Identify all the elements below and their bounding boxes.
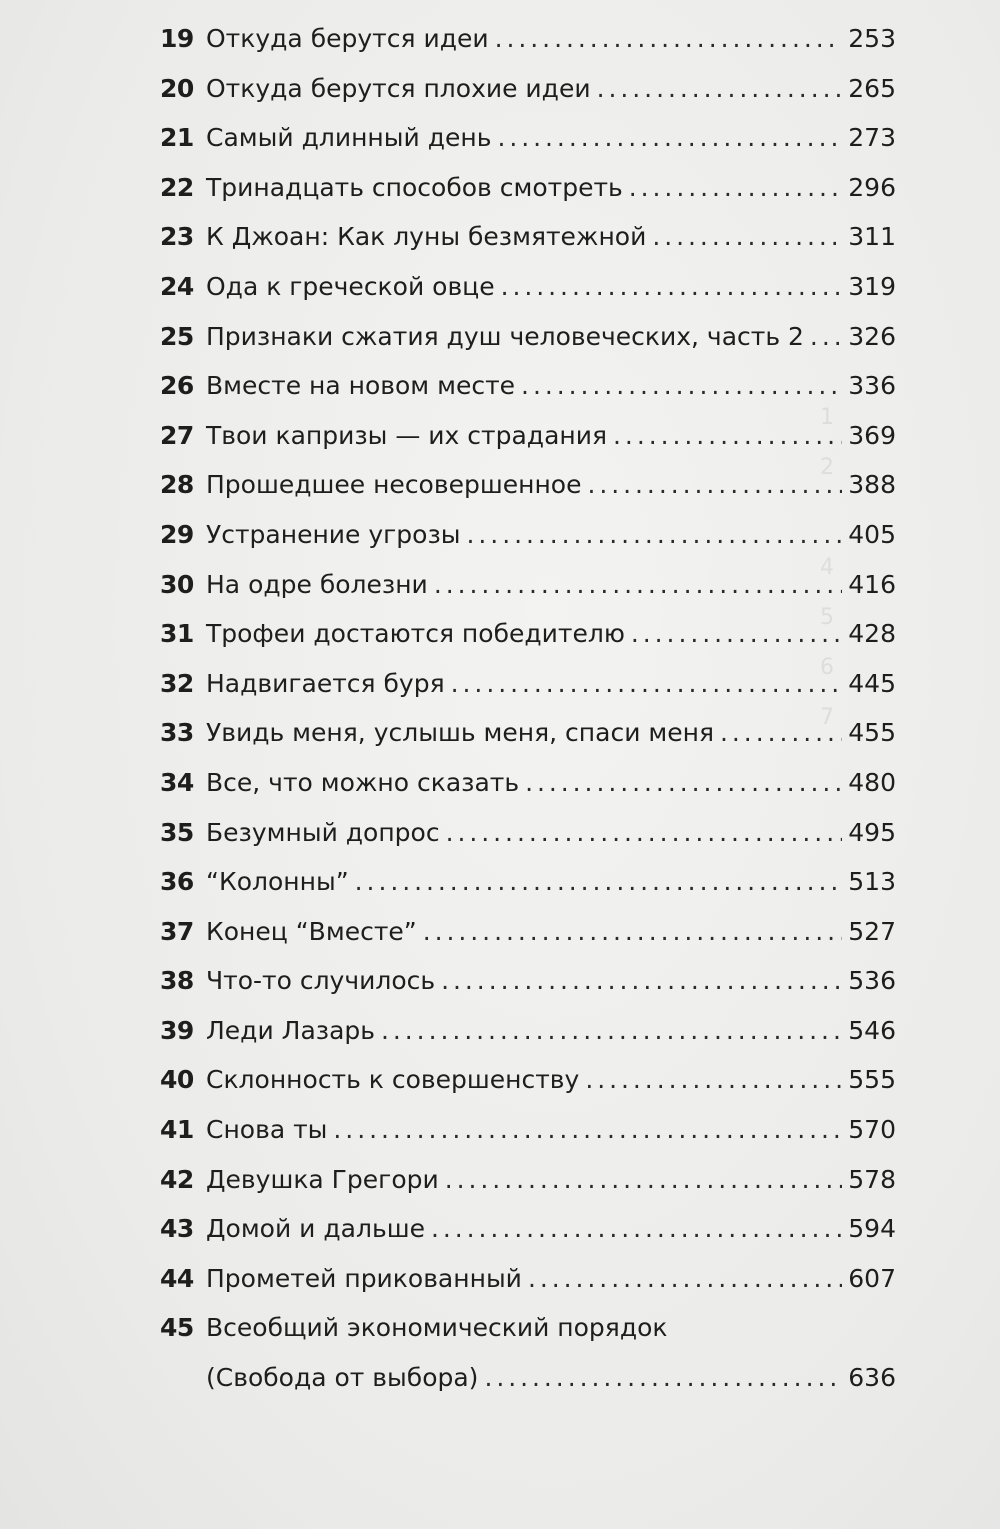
- toc-entry-last-continuation: [160, 1353, 896, 1403]
- chapter-title: Устранение угрозы: [206, 519, 461, 549]
- dot-leader: [431, 1204, 842, 1254]
- toc-entry: [160, 262, 896, 312]
- chapter-number: 22: [160, 172, 194, 202]
- page-number: 546: [848, 1015, 896, 1045]
- chapter-number: 32: [160, 668, 194, 698]
- chapter-title: Откуда берутся идеи: [206, 24, 489, 53]
- dot-leader: [587, 460, 842, 510]
- chapter-title: Склонность к совершенству: [206, 1065, 580, 1095]
- dot-leader: [585, 1055, 842, 1105]
- toc-entry: [160, 1105, 896, 1155]
- dot-leader: [446, 808, 843, 858]
- toc-entry: [160, 1006, 896, 1056]
- dot-leader: [652, 212, 842, 262]
- chapter-number: 23: [160, 222, 194, 252]
- chapter-number: 29: [160, 519, 194, 549]
- page-number: 319: [848, 271, 896, 301]
- chapter-title: На одре болезни: [206, 569, 428, 599]
- chapter-title: Леди Лазарь: [206, 1015, 375, 1045]
- page-number: 296: [848, 172, 896, 202]
- page-number: 578: [848, 1164, 896, 1194]
- toc-entry: [160, 659, 896, 709]
- chapter-number: 35: [160, 817, 194, 847]
- chapter-number: 28: [160, 470, 194, 500]
- chapter-title: Ода к греческой овце: [206, 271, 495, 301]
- page-number: 253: [848, 24, 896, 53]
- chapter-number: 25: [160, 321, 194, 351]
- chapter-title: Девушка Грегори: [206, 1164, 439, 1194]
- chapter-number: 44: [160, 1263, 194, 1293]
- dot-leader: [467, 510, 843, 560]
- chapter-title-line1: Всеобщий экономический порядок: [206, 1313, 668, 1343]
- toc-entry: [160, 510, 896, 560]
- toc-entry: [160, 560, 896, 610]
- page-number: 445: [848, 668, 896, 698]
- toc-entry-last: [160, 1303, 896, 1353]
- page-number: 273: [848, 123, 896, 153]
- toc-entry: [160, 907, 896, 957]
- chapter-number: 38: [160, 966, 194, 996]
- page-number: 570: [848, 1115, 896, 1145]
- chapter-number: 33: [160, 718, 194, 748]
- chapter-number: 43: [160, 1214, 194, 1244]
- dot-leader: [613, 411, 842, 461]
- chapter-number: 39: [160, 1015, 194, 1045]
- toc-entry: [160, 758, 896, 808]
- toc-entry: [160, 808, 896, 858]
- toc-entry: [160, 1055, 896, 1105]
- chapter-number: 24: [160, 271, 194, 301]
- chapter-title: Снова ты: [206, 1115, 328, 1145]
- bleed-through-text: 6: [820, 655, 834, 680]
- chapter-title: Конец “Вместе”: [206, 916, 417, 946]
- dot-leader: [810, 312, 842, 362]
- toc-entry: [160, 64, 896, 114]
- page-number: 416: [848, 569, 896, 599]
- chapter-title: Увидь меня, услышь меня, спаси меня: [206, 718, 715, 748]
- page-number: 428: [848, 619, 896, 649]
- toc-entry: [160, 1155, 896, 1205]
- bleed-through-text: 7: [820, 705, 834, 730]
- chapter-title: Все, что можно сказать: [206, 767, 520, 797]
- page-number: 536: [848, 966, 896, 996]
- page-number: 636: [848, 1363, 896, 1393]
- page-number: 336: [848, 371, 896, 401]
- chapter-title: Домой и дальше: [206, 1214, 425, 1244]
- bleed-through-text: 2: [820, 455, 834, 480]
- dot-leader: [525, 758, 842, 808]
- bleed-through-text: 4: [820, 555, 834, 580]
- page-number: 265: [848, 73, 896, 103]
- dot-leader: [441, 956, 842, 1006]
- toc-entry: [160, 708, 896, 758]
- chapter-title: Признаки сжатия душ человеческих, часть 2: [206, 321, 804, 351]
- page-number: 311: [848, 222, 896, 252]
- chapter-number: 42: [160, 1164, 194, 1194]
- toc-entry: [160, 14, 896, 64]
- dot-leader: [333, 1105, 842, 1155]
- chapter-title: Самый длинный день: [206, 123, 492, 153]
- dot-leader: [381, 1006, 842, 1056]
- toc-entry: [160, 361, 896, 411]
- chapter-title: Надвигается буря: [206, 668, 445, 698]
- dot-leader: [521, 361, 842, 411]
- chapter-title: Прошедшее несовершенное: [206, 470, 582, 500]
- chapter-title: “Колонны”: [206, 867, 349, 897]
- chapter-number: 37: [160, 916, 194, 946]
- chapter-title: Трофеи достаются победителю: [206, 619, 625, 649]
- chapter-number: 20: [160, 73, 194, 103]
- chapter-number: 30: [160, 569, 194, 599]
- chapter-number: 45: [160, 1313, 194, 1343]
- chapter-title: К Джоан: Как луны безмятежной: [206, 222, 647, 252]
- toc-entry: [160, 460, 896, 510]
- page-number: 607: [848, 1263, 896, 1293]
- page-number: 405: [848, 519, 896, 549]
- chapter-number: 21: [160, 123, 194, 153]
- toc-entry: [160, 956, 896, 1006]
- chapter-title: Прометей прикованный: [206, 1263, 522, 1293]
- chapter-title: Откуда берутся плохие идеи: [206, 73, 591, 103]
- chapter-title-line2: (Свобода от выбора): [206, 1363, 479, 1393]
- page-number: 527: [848, 916, 896, 946]
- chapter-title: Вместе на новом месте: [206, 371, 516, 401]
- page-number: 480: [848, 767, 896, 797]
- dot-leader: [631, 609, 842, 659]
- toc-entry: [160, 411, 896, 461]
- chapter-number: 40: [160, 1065, 194, 1095]
- dot-leader: [629, 163, 843, 213]
- page-number: 455: [848, 718, 896, 748]
- toc-entry: [160, 312, 896, 362]
- chapter-number: 27: [160, 420, 194, 450]
- dot-leader: [484, 1353, 842, 1403]
- dot-leader: [355, 857, 843, 907]
- toc-entry: [160, 113, 896, 163]
- toc-entry: [160, 1254, 896, 1304]
- chapter-title: Тринадцать способов смотреть: [206, 172, 623, 202]
- table-of-contents: [160, 14, 896, 1403]
- dot-leader: [497, 113, 842, 163]
- toc-entry: [160, 857, 896, 907]
- toc-entry: [160, 212, 896, 262]
- chapter-number: 36: [160, 867, 194, 897]
- chapter-number: 26: [160, 371, 194, 401]
- toc-entry: [160, 163, 896, 213]
- bleed-through-text: 5: [820, 605, 834, 630]
- page-number: 388: [848, 470, 896, 500]
- page-number: 369: [848, 420, 896, 450]
- dot-leader: [434, 560, 842, 610]
- chapter-number: 41: [160, 1115, 194, 1145]
- chapter-title: Что-то случилось: [206, 966, 436, 996]
- chapter-number: 19: [160, 24, 194, 53]
- page-number: 513: [848, 867, 896, 897]
- dot-leader: [445, 1155, 843, 1205]
- dot-leader: [501, 262, 843, 312]
- chapter-title: Безумный допрос: [206, 817, 440, 847]
- toc-entry: [160, 609, 896, 659]
- dot-leader: [451, 659, 843, 709]
- page-number: 594: [848, 1214, 896, 1244]
- dot-leader: [528, 1254, 842, 1304]
- chapter-number: 34: [160, 767, 194, 797]
- page-number: 555: [848, 1065, 896, 1095]
- bleed-through-text: 1: [820, 405, 834, 430]
- chapter-number: 31: [160, 619, 194, 649]
- dot-leader: [423, 907, 843, 957]
- dot-leader: [597, 64, 843, 114]
- dot-leader: [495, 14, 843, 64]
- dot-leader: [720, 708, 842, 758]
- page-number: 326: [848, 321, 896, 351]
- toc-entry: [160, 1204, 896, 1254]
- chapter-title: Твои капризы — их страдания: [206, 420, 608, 450]
- page-number: 495: [848, 817, 896, 847]
